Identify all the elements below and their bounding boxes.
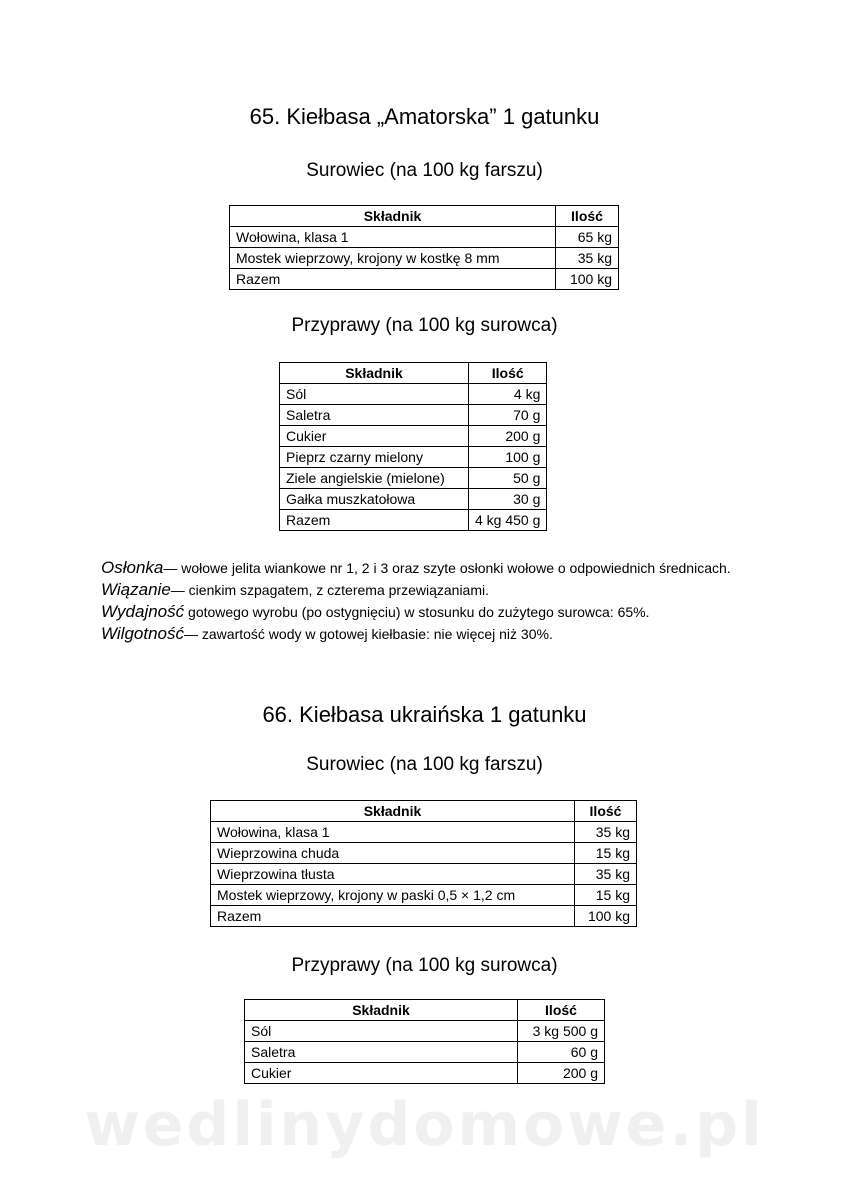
table-row <box>211 885 637 906</box>
quantity-cell: 4 kg 450 g <box>469 510 547 531</box>
ingredient-cell: Mostek wieprzowy, krojony w paski 0,5 × 1,2 cm <box>211 885 575 906</box>
ingredient-cell: Saletra <box>245 1042 518 1063</box>
table-row <box>280 405 547 426</box>
table-header-row <box>211 801 637 822</box>
table-row <box>230 227 619 248</box>
note-yield <box>101 601 761 623</box>
ingredient-cell: Wieprzowina chuda <box>211 843 575 864</box>
table-row <box>245 1021 605 1042</box>
note-text: gotowego wyrobu (po ostygnięciu) w stosunku do zużytego surowca: 65%. <box>184 604 650 620</box>
quantity-cell: 15 kg <box>575 843 637 864</box>
note-text: — zawartość wody w gotowej kiełbasie: nie więcej niż 30%. <box>184 626 553 642</box>
recipe-66-title: 66. Kiełbasa ukraińska 1 gatunku <box>262 702 587 727</box>
note-term: Wydajność <box>101 602 185 621</box>
note-casing <box>101 557 761 579</box>
ingredient-cell: Sól <box>280 384 469 405</box>
recipe-66-spice-table <box>244 999 605 1084</box>
ingredient-cell: Cukier <box>280 426 469 447</box>
column-header-quantity: Ilość <box>556 206 619 227</box>
table-row <box>211 822 637 843</box>
column-header-ingredient: Składnik <box>230 206 556 227</box>
column-header-quantity: Ilość <box>575 801 637 822</box>
note-text: — wołowe jelita wiankowe nr 1, 2 i 3 oraz szyte osłonki wołowe o odpowiednich średnicach. <box>163 560 731 576</box>
table-row <box>245 1042 605 1063</box>
recipe-66-raw-heading: Surowiec (na 100 kg farszu) <box>306 754 543 775</box>
column-header-quantity: Ilość <box>518 1000 605 1021</box>
quantity-cell: 35 kg <box>575 864 637 885</box>
quantity-cell: 50 g <box>469 468 547 489</box>
table-row <box>211 906 637 927</box>
ingredient-cell: Saletra <box>280 405 469 426</box>
quantity-cell: 100 kg <box>556 269 619 290</box>
quantity-cell: 4 kg <box>469 384 547 405</box>
recipe-65-spice-heading: Przyprawy (na 100 kg surowca) <box>291 315 558 336</box>
quantity-cell: 65 kg <box>556 227 619 248</box>
ingredient-cell: Gałka muszkatołowa <box>280 489 469 510</box>
ingredient-cell: Wołowina, klasa 1 <box>211 822 575 843</box>
ingredient-cell: Mostek wieprzowy, krojony w kostkę 8 mm <box>230 248 556 269</box>
note-tying <box>101 579 761 601</box>
table-row <box>280 489 547 510</box>
ingredient-cell: Sól <box>245 1021 518 1042</box>
recipe-66-spice-heading: Przyprawy (na 100 kg surowca) <box>291 955 558 976</box>
recipe-65-raw-table <box>229 205 619 290</box>
table-row <box>245 1063 605 1084</box>
column-header-ingredient: Składnik <box>280 363 469 384</box>
quantity-cell: 200 g <box>518 1063 605 1084</box>
quantity-cell: 15 kg <box>575 885 637 906</box>
quantity-cell: 30 g <box>469 489 547 510</box>
quantity-cell: 70 g <box>469 405 547 426</box>
ingredient-cell: Razem <box>211 906 575 927</box>
quantity-cell: 200 g <box>469 426 547 447</box>
recipe-65-spice-table <box>279 362 547 531</box>
recipe-65-notes <box>101 557 761 645</box>
quantity-cell: 3 kg 500 g <box>518 1021 605 1042</box>
ingredient-cell: Pieprz czarny mielony <box>280 447 469 468</box>
table-row <box>230 269 619 290</box>
quantity-cell: 100 kg <box>575 906 637 927</box>
column-header-ingredient: Składnik <box>211 801 575 822</box>
table-row <box>280 468 547 489</box>
table-row <box>280 447 547 468</box>
ingredient-cell: Ziele angielskie (mielone) <box>280 468 469 489</box>
quantity-cell: 100 g <box>469 447 547 468</box>
column-header-quantity: Ilość <box>469 363 547 384</box>
quantity-cell: 35 kg <box>575 822 637 843</box>
ingredient-cell: Razem <box>230 269 556 290</box>
note-term: Wiązanie <box>101 580 171 599</box>
note-moisture <box>101 623 761 645</box>
table-header-row <box>230 206 619 227</box>
table-row <box>280 510 547 531</box>
ingredient-cell: Razem <box>280 510 469 531</box>
recipe-65-title: 65. Kiełbasa „Amatorska” 1 gatunku <box>249 104 600 129</box>
table-row <box>211 843 637 864</box>
watermark: wedlinydomowe.pl <box>84 1090 765 1160</box>
ingredient-cell: Wołowina, klasa 1 <box>230 227 556 248</box>
table-header-row <box>245 1000 605 1021</box>
quantity-cell: 60 g <box>518 1042 605 1063</box>
recipe-66-raw-table <box>210 800 637 927</box>
ingredient-cell: Wieprzowina tłusta <box>211 864 575 885</box>
note-text: — cienkim szpagatem, z czterema przewiązaniami. <box>170 582 490 598</box>
ingredient-cell: Cukier <box>245 1063 518 1084</box>
note-term: Osłonka <box>101 558 164 577</box>
table-header-row <box>280 363 547 384</box>
table-row <box>211 864 637 885</box>
note-term: Wilgotność <box>101 624 184 643</box>
table-row <box>280 384 547 405</box>
table-row <box>230 248 619 269</box>
recipe-65-raw-heading: Surowiec (na 100 kg farszu) <box>306 160 543 181</box>
column-header-ingredient: Składnik <box>245 1000 518 1021</box>
table-row <box>280 426 547 447</box>
quantity-cell: 35 kg <box>556 248 619 269</box>
